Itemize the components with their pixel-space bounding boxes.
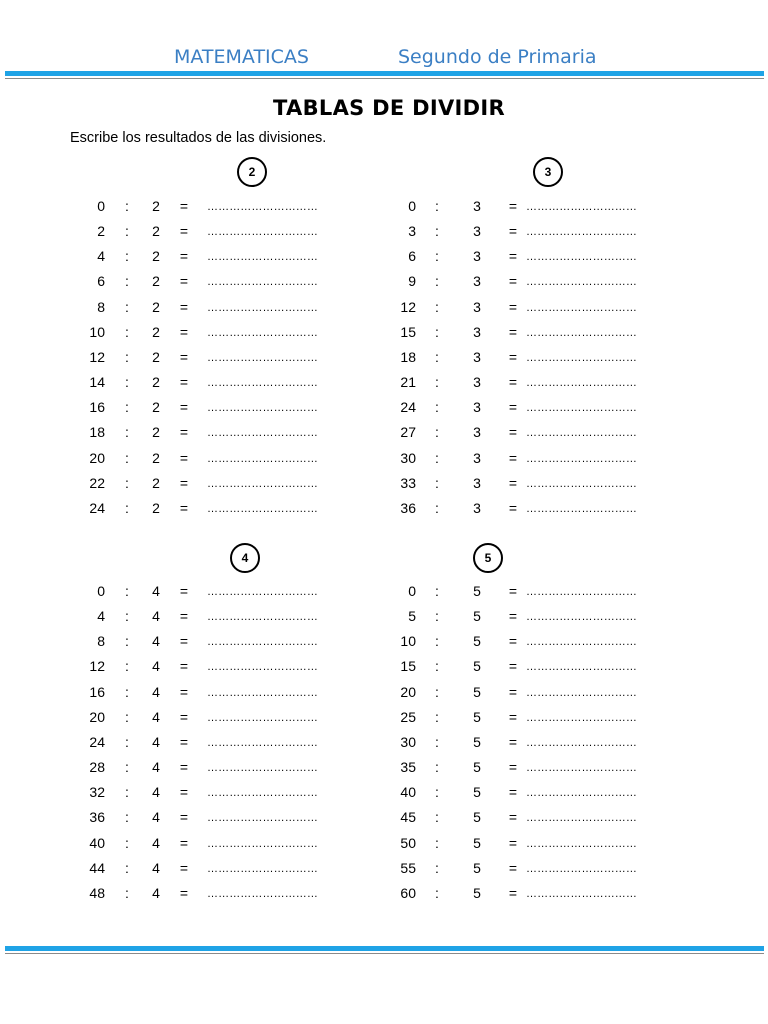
- dividend: 18: [89, 424, 105, 441]
- colon-sign: :: [435, 198, 439, 214]
- equals-sign: =: [179, 809, 189, 826]
- equals-sign: =: [508, 784, 518, 801]
- divisor: 4: [152, 859, 160, 876]
- header-subject: MATEMATICAS: [174, 46, 309, 68]
- answer-blank: …………………………: [526, 251, 637, 264]
- colon-sign: :: [125, 449, 129, 466]
- colon-sign: :: [125, 399, 129, 416]
- answer-blank: …………………………: [526, 787, 637, 800]
- answer-blank: …………………………: [526, 812, 637, 825]
- answer-blank: …………………………: [526, 326, 637, 339]
- equals-sign: =: [179, 658, 189, 675]
- dividend: 10: [89, 323, 105, 340]
- equals-sign: =: [508, 323, 518, 340]
- divisor: 5: [473, 809, 481, 826]
- divisor: 3: [473, 499, 481, 516]
- answer-blank: …………………………: [207, 686, 318, 699]
- dividend: 18: [400, 348, 416, 365]
- equals-sign: =: [179, 759, 189, 776]
- answer-blank: …………………………: [526, 862, 637, 875]
- colon-sign: :: [435, 633, 439, 650]
- dividend: 25: [400, 708, 416, 725]
- divisor: 5: [473, 759, 481, 776]
- answer-blank: …………………………: [207, 402, 318, 415]
- answer-blank: …………………………: [526, 226, 637, 239]
- dividend: 10: [400, 633, 416, 650]
- answer-blank: …………………………: [526, 736, 637, 749]
- divisor: 4: [152, 884, 160, 901]
- divisor-circle: 4: [230, 543, 260, 573]
- equals-sign: =: [508, 499, 518, 516]
- divisor: 4: [152, 683, 160, 700]
- divisor: 4: [152, 608, 160, 625]
- colon-sign: :: [435, 424, 439, 441]
- equals-sign: =: [179, 399, 189, 416]
- answer-blank: …………………………: [207, 477, 318, 490]
- divisor-circle: 5: [473, 543, 503, 573]
- equals-sign: =: [508, 474, 518, 491]
- colon-sign: :: [435, 499, 439, 516]
- colon-sign: :: [125, 884, 129, 901]
- dividend: 6: [97, 273, 105, 290]
- divisor: 2: [152, 374, 160, 391]
- dividend: 32: [89, 784, 105, 801]
- dividend: 33: [400, 474, 416, 491]
- divisor: 5: [473, 884, 481, 901]
- colon-sign: :: [435, 273, 439, 290]
- equals-sign: =: [179, 348, 189, 365]
- dividend: 3: [408, 223, 416, 240]
- divisor: 3: [473, 298, 481, 315]
- divisor: 2: [152, 424, 160, 441]
- divisor: 3: [473, 474, 481, 491]
- divisor: 2: [152, 248, 160, 265]
- answer-blank: …………………………: [526, 586, 637, 598]
- divisor: 2: [152, 298, 160, 315]
- answer-blank: …………………………: [207, 502, 318, 515]
- answer-blank: …………………………: [526, 351, 637, 364]
- equals-sign: =: [179, 683, 189, 700]
- colon-sign: :: [125, 633, 129, 650]
- dividend: 0: [408, 198, 416, 214]
- colon-sign: :: [125, 708, 129, 725]
- answer-blank: …………………………: [207, 301, 318, 314]
- divisor: 5: [473, 658, 481, 675]
- divisor: 3: [473, 248, 481, 265]
- divisor: 4: [152, 809, 160, 826]
- page-title: TABLAS DE DIVIDIR: [273, 96, 505, 120]
- dividend: 4: [97, 608, 105, 625]
- equals-sign: =: [179, 248, 189, 265]
- divisor: 3: [473, 399, 481, 416]
- colon-sign: :: [435, 223, 439, 240]
- header-grade: Segundo de Primaria: [398, 46, 597, 68]
- dividend: 60: [400, 884, 416, 901]
- colon-sign: :: [125, 809, 129, 826]
- divisor: 4: [152, 759, 160, 776]
- colon-sign: :: [435, 248, 439, 265]
- divisor: 2: [152, 399, 160, 416]
- equals-sign: =: [508, 583, 518, 599]
- answer-blank: …………………………: [207, 736, 318, 749]
- equals-sign: =: [179, 733, 189, 750]
- dividend: 12: [400, 298, 416, 315]
- dividend: 21: [400, 374, 416, 391]
- equals-sign: =: [508, 298, 518, 315]
- colon-sign: :: [125, 223, 129, 240]
- dividend: 44: [89, 859, 105, 876]
- divisor: 4: [152, 708, 160, 725]
- colon-sign: :: [435, 683, 439, 700]
- colon-sign: :: [125, 583, 129, 599]
- dividend: 20: [89, 708, 105, 725]
- dividend: 35: [400, 759, 416, 776]
- answer-blank: …………………………: [207, 862, 318, 875]
- divisor: 5: [473, 683, 481, 700]
- equals-sign: =: [508, 809, 518, 826]
- divisor: 2: [152, 273, 160, 290]
- answer-blank: …………………………: [526, 611, 637, 624]
- dividend: 0: [97, 198, 105, 214]
- dividend: 27: [400, 424, 416, 441]
- dividend: 30: [400, 449, 416, 466]
- divisor: 5: [473, 708, 481, 725]
- answer-blank: …………………………: [207, 611, 318, 624]
- colon-sign: :: [435, 884, 439, 901]
- dividend: 40: [89, 834, 105, 851]
- dividend: 12: [89, 658, 105, 675]
- answer-blank: …………………………: [207, 586, 318, 598]
- divisor: 4: [152, 834, 160, 851]
- colon-sign: :: [125, 298, 129, 315]
- divisor: 5: [473, 859, 481, 876]
- equals-sign: =: [508, 608, 518, 625]
- divisor: 4: [152, 633, 160, 650]
- dividend: 55: [400, 859, 416, 876]
- dividend: 45: [400, 809, 416, 826]
- colon-sign: :: [435, 708, 439, 725]
- equals-sign: =: [508, 273, 518, 290]
- dividend: 8: [97, 298, 105, 315]
- dividend: 16: [89, 683, 105, 700]
- equals-sign: =: [179, 583, 189, 599]
- colon-sign: :: [125, 273, 129, 290]
- divisor: 2: [152, 474, 160, 491]
- dividend: 36: [400, 499, 416, 516]
- divisor: 5: [473, 834, 481, 851]
- equals-sign: =: [179, 273, 189, 290]
- divisor-circle: 3: [533, 157, 563, 187]
- divisor: 5: [473, 583, 481, 599]
- colon-sign: :: [125, 759, 129, 776]
- answer-blank: …………………………: [207, 377, 318, 390]
- dividend: 6: [408, 248, 416, 265]
- dividend: 0: [97, 583, 105, 599]
- answer-blank: …………………………: [526, 686, 637, 699]
- answer-blank: …………………………: [207, 226, 318, 239]
- answer-blank: …………………………: [207, 837, 318, 850]
- colon-sign: :: [435, 298, 439, 315]
- colon-sign: :: [125, 859, 129, 876]
- colon-sign: :: [125, 198, 129, 214]
- answer-blank: …………………………: [207, 787, 318, 800]
- divisor: 2: [152, 323, 160, 340]
- colon-sign: :: [125, 248, 129, 265]
- header-divider: [5, 71, 764, 79]
- equals-sign: =: [179, 784, 189, 801]
- dividend: 24: [89, 499, 105, 516]
- answer-blank: …………………………: [526, 201, 637, 213]
- colon-sign: :: [125, 733, 129, 750]
- dividend: 40: [400, 784, 416, 801]
- equals-sign: =: [179, 298, 189, 315]
- equals-sign: =: [179, 198, 189, 214]
- answer-blank: …………………………: [207, 812, 318, 825]
- equals-sign: =: [508, 759, 518, 776]
- equals-sign: =: [179, 223, 189, 240]
- equals-sign: =: [179, 449, 189, 466]
- divisor: 3: [473, 424, 481, 441]
- dividend: 24: [400, 399, 416, 416]
- divisor: 3: [473, 449, 481, 466]
- answer-blank: …………………………: [526, 452, 637, 465]
- answer-blank: …………………………: [526, 276, 637, 289]
- colon-sign: :: [435, 859, 439, 876]
- dividend: 20: [89, 449, 105, 466]
- equals-sign: =: [508, 223, 518, 240]
- answer-blank: …………………………: [526, 762, 637, 775]
- answer-blank: …………………………: [526, 427, 637, 440]
- answer-blank: …………………………: [526, 887, 637, 900]
- equals-sign: =: [508, 708, 518, 725]
- colon-sign: :: [435, 323, 439, 340]
- answer-blank: …………………………: [526, 377, 637, 390]
- answer-blank: …………………………: [207, 636, 318, 649]
- dividend: 22: [89, 474, 105, 491]
- divisor: 5: [473, 608, 481, 625]
- answer-blank: …………………………: [207, 201, 318, 213]
- colon-sign: :: [125, 784, 129, 801]
- equals-sign: =: [179, 633, 189, 650]
- equals-sign: =: [508, 374, 518, 391]
- equals-sign: =: [508, 834, 518, 851]
- dividend: 4: [97, 248, 105, 265]
- equals-sign: =: [508, 248, 518, 265]
- dividend: 14: [89, 374, 105, 391]
- equals-sign: =: [508, 633, 518, 650]
- equals-sign: =: [508, 683, 518, 700]
- equals-sign: =: [508, 348, 518, 365]
- colon-sign: :: [435, 733, 439, 750]
- equals-sign: =: [179, 834, 189, 851]
- divisor: 3: [473, 323, 481, 340]
- dividend: 5: [408, 608, 416, 625]
- divisor: 3: [473, 198, 481, 214]
- divisor: 4: [152, 658, 160, 675]
- dividend: 9: [408, 273, 416, 290]
- instructions: Escribe los resultados de las divisiones.: [70, 130, 327, 146]
- equals-sign: =: [508, 658, 518, 675]
- equals-sign: =: [179, 374, 189, 391]
- equals-sign: =: [179, 424, 189, 441]
- answer-blank: …………………………: [207, 711, 318, 724]
- dividend: 50: [400, 834, 416, 851]
- answer-blank: …………………………: [207, 762, 318, 775]
- divisor: 3: [473, 273, 481, 290]
- dividend: 20: [400, 683, 416, 700]
- equals-sign: =: [179, 474, 189, 491]
- equals-sign: =: [179, 608, 189, 625]
- dividend: 28: [89, 759, 105, 776]
- equals-sign: =: [179, 323, 189, 340]
- dividend: 36: [89, 809, 105, 826]
- equals-sign: =: [508, 424, 518, 441]
- divisor: 3: [473, 374, 481, 391]
- answer-blank: …………………………: [526, 661, 637, 674]
- colon-sign: :: [125, 834, 129, 851]
- dividend: 0: [408, 583, 416, 599]
- answer-blank: …………………………: [207, 452, 318, 465]
- divisor: 5: [473, 633, 481, 650]
- answer-blank: …………………………: [207, 251, 318, 264]
- colon-sign: :: [435, 658, 439, 675]
- colon-sign: :: [435, 608, 439, 625]
- divisor: 2: [152, 223, 160, 240]
- dividend: 24: [89, 733, 105, 750]
- colon-sign: :: [435, 348, 439, 365]
- dividend: 15: [400, 323, 416, 340]
- divisor: 2: [152, 499, 160, 516]
- answer-blank: …………………………: [526, 711, 637, 724]
- colon-sign: :: [435, 759, 439, 776]
- colon-sign: :: [435, 374, 439, 391]
- colon-sign: :: [435, 809, 439, 826]
- answer-blank: …………………………: [207, 887, 318, 900]
- divisor-circle: 2: [237, 157, 267, 187]
- answer-blank: …………………………: [526, 837, 637, 850]
- dividend: 12: [89, 348, 105, 365]
- colon-sign: :: [125, 348, 129, 365]
- colon-sign: :: [125, 474, 129, 491]
- dividend: 16: [89, 399, 105, 416]
- dividend: 15: [400, 658, 416, 675]
- answer-blank: …………………………: [526, 636, 637, 649]
- answer-blank: …………………………: [526, 402, 637, 415]
- colon-sign: :: [125, 683, 129, 700]
- equals-sign: =: [508, 198, 518, 214]
- colon-sign: :: [435, 583, 439, 599]
- colon-sign: :: [435, 449, 439, 466]
- answer-blank: …………………………: [526, 301, 637, 314]
- divisor: 5: [473, 784, 481, 801]
- equals-sign: =: [179, 708, 189, 725]
- footer-divider: [5, 946, 764, 954]
- dividend: 30: [400, 733, 416, 750]
- colon-sign: :: [435, 834, 439, 851]
- dividend: 8: [97, 633, 105, 650]
- colon-sign: :: [125, 499, 129, 516]
- divisor: 5: [473, 733, 481, 750]
- colon-sign: :: [435, 784, 439, 801]
- equals-sign: =: [179, 499, 189, 516]
- divisor: 2: [152, 198, 160, 214]
- divisor: 4: [152, 583, 160, 599]
- colon-sign: :: [435, 399, 439, 416]
- answer-blank: …………………………: [207, 276, 318, 289]
- equals-sign: =: [508, 733, 518, 750]
- colon-sign: :: [125, 374, 129, 391]
- divisor: 3: [473, 223, 481, 240]
- answer-blank: …………………………: [207, 427, 318, 440]
- colon-sign: :: [435, 474, 439, 491]
- divisor: 2: [152, 348, 160, 365]
- equals-sign: =: [508, 859, 518, 876]
- answer-blank: …………………………: [526, 477, 637, 490]
- divisor: 4: [152, 784, 160, 801]
- divisor: 4: [152, 733, 160, 750]
- equals-sign: =: [508, 399, 518, 416]
- colon-sign: :: [125, 658, 129, 675]
- colon-sign: :: [125, 424, 129, 441]
- equals-sign: =: [179, 884, 189, 901]
- divisor: 3: [473, 348, 481, 365]
- divisor: 2: [152, 449, 160, 466]
- dividend: 2: [97, 223, 105, 240]
- answer-blank: …………………………: [207, 351, 318, 364]
- colon-sign: :: [125, 608, 129, 625]
- answer-blank: …………………………: [207, 661, 318, 674]
- equals-sign: =: [508, 884, 518, 901]
- equals-sign: =: [179, 859, 189, 876]
- equals-sign: =: [508, 449, 518, 466]
- answer-blank: …………………………: [207, 326, 318, 339]
- dividend: 48: [89, 884, 105, 901]
- answer-blank: …………………………: [526, 502, 637, 515]
- colon-sign: :: [125, 323, 129, 340]
